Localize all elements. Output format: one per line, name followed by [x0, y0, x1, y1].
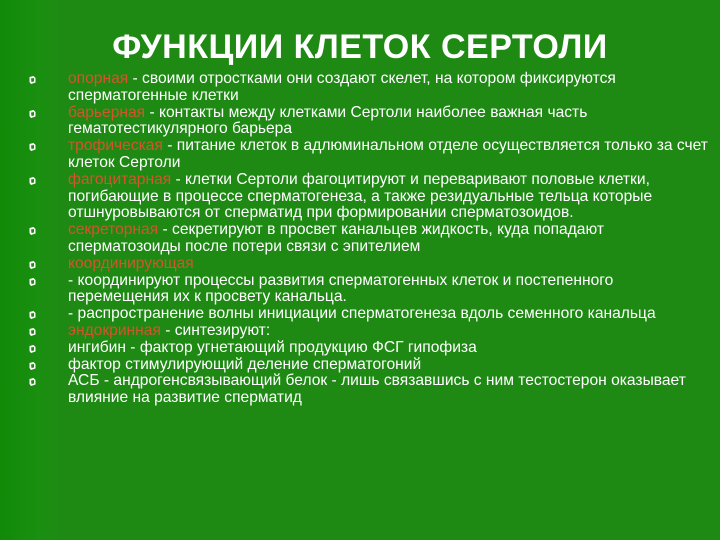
square-bullet-icon — [29, 311, 36, 319]
square-bullet-icon — [29, 328, 36, 336]
item-term: секреторная — [68, 221, 159, 239]
list-item — [0, 256, 720, 273]
item-text: - питание клеток в адлюминальном отделе осуществляется только за счет клеток Сертоли — [68, 137, 708, 171]
item-text: - синтезируют: — [160, 321, 271, 339]
list-item — [0, 357, 720, 374]
list-item — [0, 306, 720, 323]
list-item — [0, 222, 720, 256]
item-text: - своими отростками они создают скелет, на котором фиксируются сперматогенные клетки — [68, 70, 616, 104]
item-text: - координируют процессы развития сперматогенных клеток и постепенного перемещения их к просвету канальца. — [68, 271, 614, 306]
list-item — [0, 373, 720, 407]
square-bullet-icon — [29, 110, 36, 118]
list-item — [0, 323, 720, 340]
list-item — [0, 172, 720, 222]
square-bullet-icon — [29, 345, 36, 353]
item-text: - секретируют в просвет канальцев жидкость, куда попадают сперматозоиды после потери связи с эпителием — [68, 221, 604, 255]
item-text: - распространение волны инициации сперматогенеза вдоль семенного канальца — [68, 305, 656, 323]
square-bullet-icon — [29, 378, 36, 386]
item-term: барьерная — [68, 103, 146, 121]
square-bullet-icon — [29, 143, 36, 151]
item-term: фагоцитарная — [68, 170, 172, 188]
item-term: координирующая — [68, 254, 194, 272]
list-item — [0, 273, 720, 307]
square-bullet-icon — [29, 177, 36, 185]
slide-title: ФУНКЦИИ КЛЕТОК СЕРТОЛИ — [112, 28, 608, 66]
item-term: эндокринная — [68, 321, 161, 339]
square-bullet-icon — [29, 76, 36, 84]
square-bullet-icon — [29, 227, 36, 235]
item-text: - контакты между клетками Сертоли наиболее важная часть гематотестикулярного барьера — [68, 103, 588, 138]
bullet-list — [0, 71, 720, 407]
item-text: - клетки Сертоли фагоцитируют и переваривают половые клетки, погибающие в процессе сперматогенеза, а также резидуальные тельца которые отшнуровываются от сперматид при формировании сперматозоидов. — [68, 170, 653, 222]
square-bullet-icon — [29, 278, 36, 286]
item-text: АСБ - андрогенсвязывающий белок - лишь связавшись с ним тестостерон оказывает влияние на развитие сперматид — [68, 372, 686, 407]
list-item — [0, 340, 720, 357]
item-term: опорная — [68, 70, 129, 87]
item-text: ингибин - фактор угнетающий продукцию ФСГ гипофиза — [68, 338, 477, 356]
list-item — [0, 71, 720, 105]
list-item — [0, 105, 720, 139]
square-bullet-icon — [29, 362, 36, 370]
square-bullet-icon — [29, 261, 36, 269]
item-term: трофическая — [68, 137, 163, 155]
item-text: фактор стимулирующий деление сперматогоний — [68, 355, 422, 373]
list-item — [0, 138, 720, 172]
